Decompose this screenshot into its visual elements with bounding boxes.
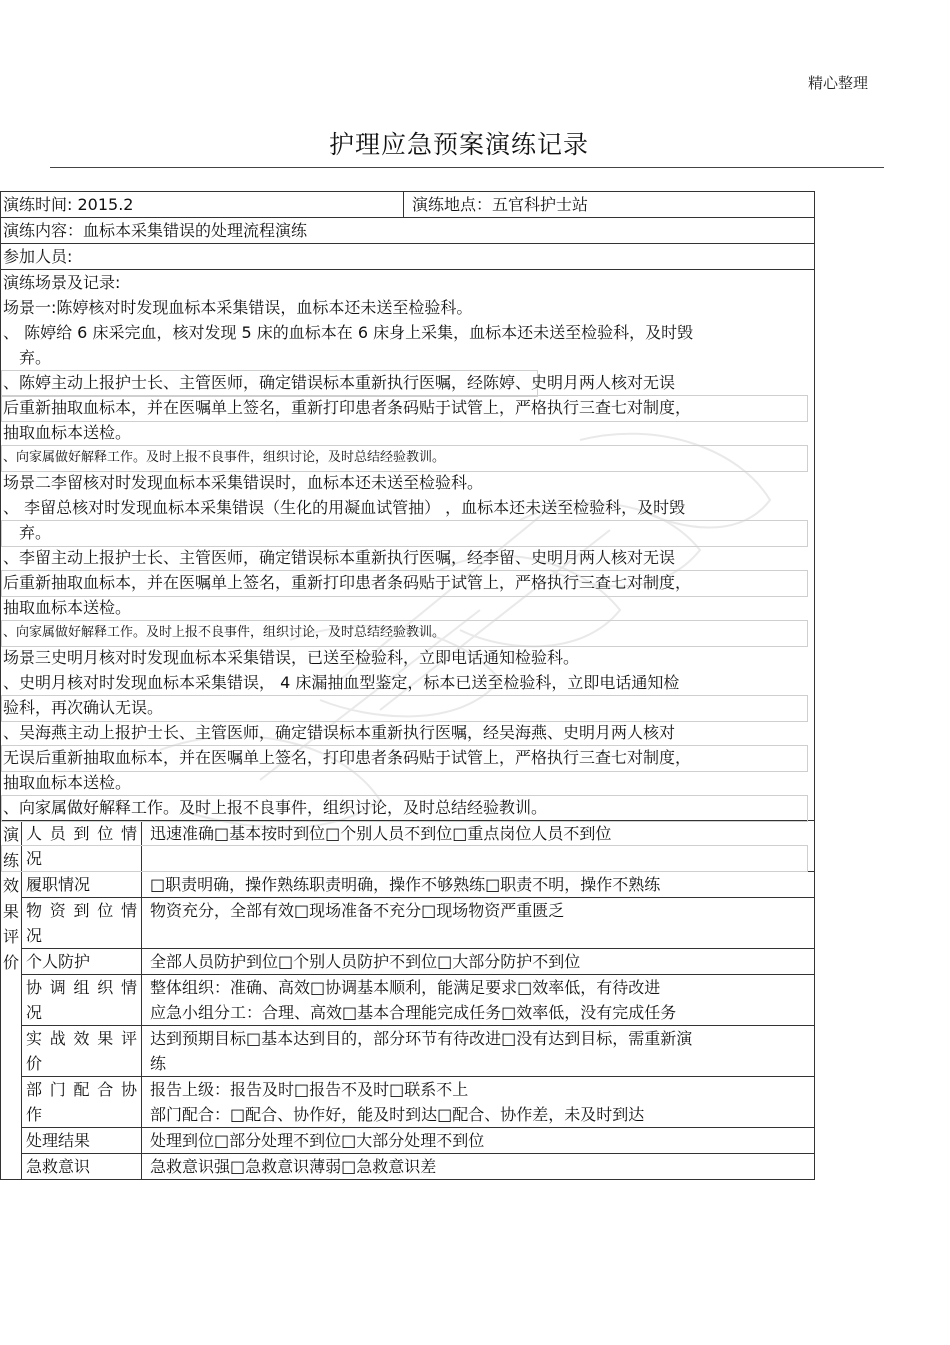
evaluation-category [22, 1026, 142, 1076]
scene-line: 后重新抽取血标本，并在医嘱单上签名，重新打印患者条码贴于试管上，严格执行三查七对制度， [3, 398, 692, 417]
category-line: 急救意识 [26, 1157, 91, 1176]
scene-line: 、吴海燕主动上报护士长、主管医师，确定错误标本重新执行医嘱，经吴海燕、史明月两人核对 [3, 723, 676, 742]
evaluation-category [22, 975, 142, 1025]
evaluation-row [22, 949, 814, 975]
scene-line: 、史明月核对时发现血标本采集错误， 4 床漏抽血型鉴定，标本已送至检验科，立即电话通知检 [3, 673, 680, 692]
evaluation-options [142, 1077, 644, 1127]
evaluation-category [22, 898, 142, 948]
drill-place: 演练地点：五官科护士站 [412, 195, 589, 214]
option-line: 报告上级：报告及时□报告不及时□联系不上 [150, 1080, 469, 1099]
category-line: 况 [26, 849, 43, 868]
scene-heading: 场景一:陈婷核对时发现血标本采集错误，血标本还未送至检验科。 [3, 298, 473, 317]
scene-line: 、向家属做好解释工作。及时上报不良事件，组织讨论，及时总结经验教训。 [3, 798, 548, 817]
option-line: 物资充分，全部有效□现场准备不充分□现场物资严重匮乏 [150, 901, 565, 920]
evaluation-category [22, 1128, 142, 1153]
option-line: 应急小组分工：合理、高效□基本合理能完成任务□效率低，没有完成任务 [150, 1003, 677, 1022]
evaluation-section [1, 821, 814, 1179]
evaluation-row [22, 898, 814, 949]
drill-content: 演练内容：血标本采集错误的处理流程演练 [1, 218, 814, 244]
evaluation-table [22, 821, 814, 1179]
option-line: □职责明确，操作熟练职责明确，操作不够熟练□职责不明，操作不熟练 [150, 875, 661, 894]
side-char: 价 [2, 952, 19, 972]
drill-record-table [0, 191, 815, 1180]
option-line: 迅速准确□基本按时到位□个别人员不到位□重点岗位人员不到位 [150, 824, 612, 843]
category-line: 作 [26, 1105, 43, 1124]
category-line: 部门配合协 [26, 1080, 137, 1099]
side-char: 效 [2, 876, 19, 895]
evaluation-side-label [1, 821, 22, 1179]
evaluation-category [22, 949, 142, 974]
evaluation-options [142, 872, 660, 897]
scene-line: 弃。 [19, 523, 52, 542]
category-line: 履职情况 [26, 875, 91, 894]
evaluation-options [142, 898, 564, 948]
category-line: 处理结果 [26, 1131, 91, 1150]
evaluation-options [142, 949, 580, 974]
evaluation-category [22, 1077, 142, 1127]
evaluation-options [142, 1128, 484, 1153]
evaluation-row [22, 1026, 814, 1077]
category-line: 物资到位情 [26, 901, 137, 920]
evaluation-row [22, 1154, 814, 1179]
side-char: 练 [2, 850, 19, 870]
category-line: 况 [26, 1003, 43, 1022]
category-line: 实战效果评 [26, 1029, 137, 1048]
side-char: 演 [2, 825, 19, 844]
scene-line: 、 陈婷给 6 床采完血，核对发现 5 床的血标本在 6 床身上采集，血标本还未送至检验科，及时毁 [3, 323, 694, 342]
scene-heading: 场景二李留核对时发现血标本采集错误时，血标本还未送至检验科。 [3, 473, 484, 492]
time-place-row [1, 192, 814, 218]
category-line: 个人防护 [26, 952, 91, 971]
evaluation-category [22, 872, 142, 897]
evaluation-row [22, 975, 814, 1026]
option-line: 全部人员防护到位□个别人员防护不到位□大部分防护不到位 [150, 952, 581, 971]
category-line: 价 [26, 1054, 43, 1073]
evaluation-row [22, 872, 814, 898]
evaluation-options [142, 1026, 692, 1076]
scene-line: 、向家属做好解释工作。及时上报不良事件，组织讨论，及时总结经验教训。 [3, 625, 446, 640]
option-line: 练 [150, 1054, 167, 1073]
drill-time: 演练时间: 2015.2 [1, 192, 404, 217]
scene-heading: 场景三史明月核对时发现血标本采集错误，已送至检验科，立即电话通知检验科。 [3, 648, 580, 667]
option-line: 急救意识强□急救意识薄弱□急救意识差 [150, 1157, 437, 1176]
side-char: 果 [2, 901, 19, 921]
header-note: 精心整理 [808, 74, 869, 92]
scene-line: 后重新抽取血标本，并在医嘱单上签名，重新打印患者条码贴于试管上，严格执行三查七对制度， [3, 573, 692, 592]
option-line: 达到预期目标□基本达到目的，部分环节有待改进□没有达到目标，需重新演 [150, 1029, 693, 1048]
scene-line: 抽取血标本送检。 [3, 773, 132, 792]
scenes-heading: 演练场景及记录: [3, 273, 121, 292]
scene-line: 弃。 [19, 348, 52, 367]
evaluation-row [22, 1128, 814, 1154]
evaluation-category [22, 1154, 142, 1179]
scene-line: 、陈婷主动上报护士长、主管医师，确定错误标本重新执行医嘱，经陈婷、史明月两人核对无误 [3, 373, 676, 392]
category-line: 人员到位情 [26, 824, 137, 843]
title-divider [50, 167, 884, 168]
category-line: 况 [26, 926, 43, 945]
document-title: 护理应急预案演练记录 [328, 130, 589, 159]
scene-line: 、向家属做好解释工作。及时上报不良事件，组织讨论，及时总结经验教训。 [3, 450, 446, 465]
scene-line: 抽取血标本送检。 [3, 598, 132, 617]
text-box-outline [1, 845, 808, 872]
scene-line: 抽取血标本送检。 [3, 423, 132, 442]
option-line: 处理到位□部分处理不到位□大部分处理不到位 [150, 1131, 485, 1150]
scene-line: 、李留主动上报护士长、主管医师，确定错误标本重新执行医嘱，经李留、史明月两人核对无误 [3, 548, 676, 567]
option-line: 整体组织：准确、高效□协调基本顺利，能满足要求□效率低，有待改进 [150, 978, 661, 997]
scene-line: 验科，再次确认无误。 [3, 698, 164, 717]
drill-participants: 参加人员: [1, 244, 814, 270]
scene-record-section [1, 270, 814, 821]
evaluation-row [22, 1077, 814, 1128]
scene-line: 无误后重新抽取血标本，并在医嘱单上签名，打印患者条码贴于试管上，严格执行三查七对制度， [3, 748, 692, 767]
side-char: 评 [2, 927, 19, 946]
evaluation-options [142, 1154, 436, 1179]
scene-line: 、 李留总核对时发现血标本采集错误（生化的用凝血试管抽） ，血标本还未送至检验科，及时毁 [3, 498, 686, 517]
option-line: 部门配合：□配合、协作好，能及时到达□配合、协作差，未及时到达 [150, 1105, 645, 1124]
category-line: 协调组织情 [26, 978, 137, 997]
evaluation-options [142, 975, 676, 1025]
